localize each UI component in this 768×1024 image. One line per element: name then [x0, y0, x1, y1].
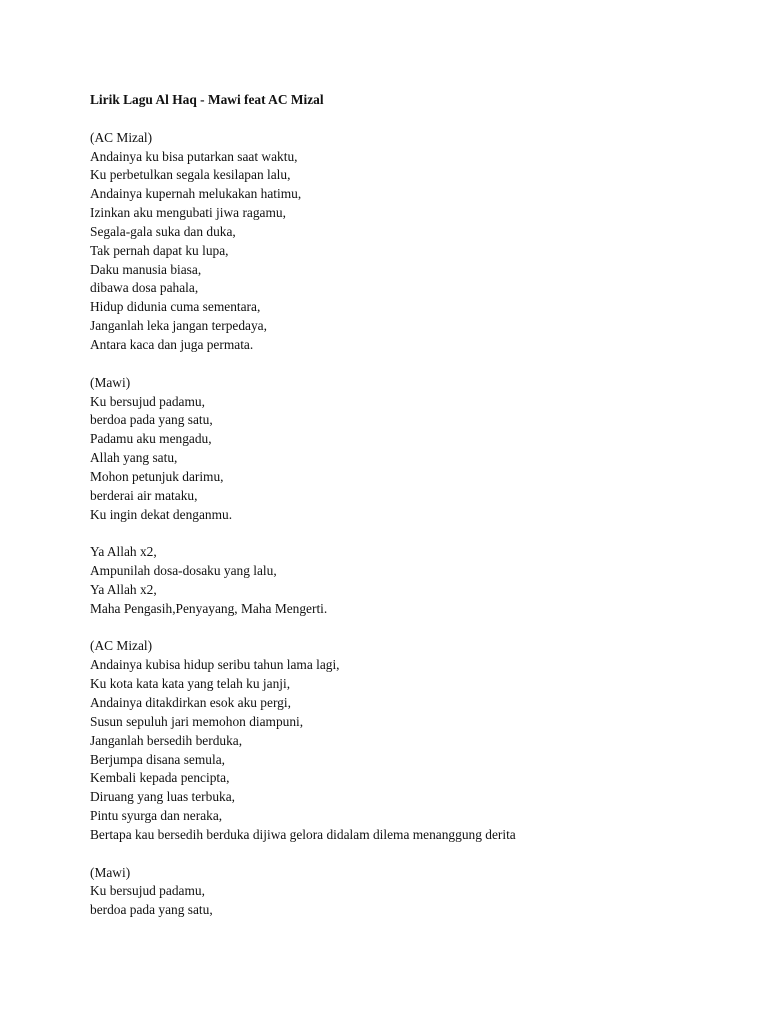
lyric-line: berdoa pada yang satu,	[90, 902, 213, 918]
lyric-line: Ku kota kata kata yang telah ku janji,	[90, 676, 291, 692]
stanza-spacer	[90, 355, 750, 374]
lyric-line: Diruang yang luas terbuka,	[90, 789, 236, 805]
lyric-line: Ya Allah x2,	[90, 581, 157, 597]
title-spacer	[90, 110, 750, 129]
singer-label: (AC Mizal)	[90, 129, 153, 145]
stanza-spacer	[90, 619, 750, 638]
lyric-line: Segala-gala suka dan duka,	[90, 223, 236, 239]
lyric-line: Ku bersujud padamu,	[90, 883, 205, 899]
lyric-line: Daku manusia biasa,	[90, 261, 202, 277]
stanza	[90, 374, 750, 525]
lyric-line: Mohon petunjuk darimu,	[90, 468, 224, 484]
lyric-line: Andainya ku bisa putarkan saat waktu,	[90, 148, 298, 164]
lyric-line: Pintu syurga dan neraka,	[90, 808, 223, 824]
lyric-line: Ku perbetulkan segala kesilapan lalu,	[90, 167, 291, 183]
lyrics-body	[90, 129, 750, 920]
lyric-line: berdoa pada yang satu,	[90, 412, 213, 428]
lyric-line: Padamu aku mengadu,	[90, 431, 212, 447]
lyric-line: Izinkan aku mengubati jiwa ragamu,	[90, 205, 286, 221]
lyric-line: Ku ingin dekat denganmu.	[90, 506, 233, 522]
lyric-line: Andainya ditakdirkan esok aku pergi,	[90, 695, 291, 710]
lyric-line: Susun sepuluh jari memohon diampuni,	[90, 713, 304, 729]
lyric-line: Ku bersujud padamu,	[90, 393, 205, 409]
lyric-line: Janganlah bersedih berduka,	[90, 732, 243, 748]
lyric-line: Kembali kepada pencipta,	[90, 770, 230, 786]
stanza	[90, 864, 750, 921]
lyric-line: Janganlah leka jangan terpedaya,	[90, 318, 267, 334]
lyric-line: Berjumpa disana semula,	[90, 751, 225, 767]
stanza-spacer	[90, 845, 750, 864]
singer-label: (AC Mizal)	[90, 638, 153, 654]
lyric-line: Andainya kupernah melukakan hatimu,	[90, 186, 302, 202]
lyric-line: Allah yang satu,	[90, 450, 178, 466]
lyric-line: dibawa dosa pahala,	[90, 280, 199, 296]
document-title: Lirik Lagu Al Haq - Mawi feat AC Mizal	[90, 92, 324, 107]
lyric-line: Ya Allah x2,	[90, 544, 157, 560]
stanza-spacer	[90, 524, 750, 543]
lyric-line: Bertapa kau bersedih berduka dijiwa gelora didalam dilema menanggung derita	[90, 826, 516, 842]
stanza	[90, 637, 750, 844]
lyric-line: Tak pernah dapat ku lupa,	[90, 242, 229, 258]
lyric-line: Hidup didunia cuma sementara,	[90, 299, 261, 315]
stanza	[90, 129, 750, 355]
lyrics-content	[90, 91, 750, 920]
lyric-line: Ampunilah dosa-dosaku yang lalu,	[90, 563, 277, 579]
lyric-line: Maha Pengasih,Penyayang, Maha Mengerti.	[90, 600, 328, 616]
lyric-line: Antara kaca dan juga permata.	[90, 336, 254, 352]
singer-label: (Mawi)	[90, 864, 131, 880]
lyric-line: Andainya kubisa hidup seribu tahun lama lagi,	[90, 657, 340, 673]
singer-label: (Mawi)	[90, 374, 131, 390]
stanza	[90, 543, 750, 618]
lyric-line: berderai air mataku,	[90, 487, 198, 503]
